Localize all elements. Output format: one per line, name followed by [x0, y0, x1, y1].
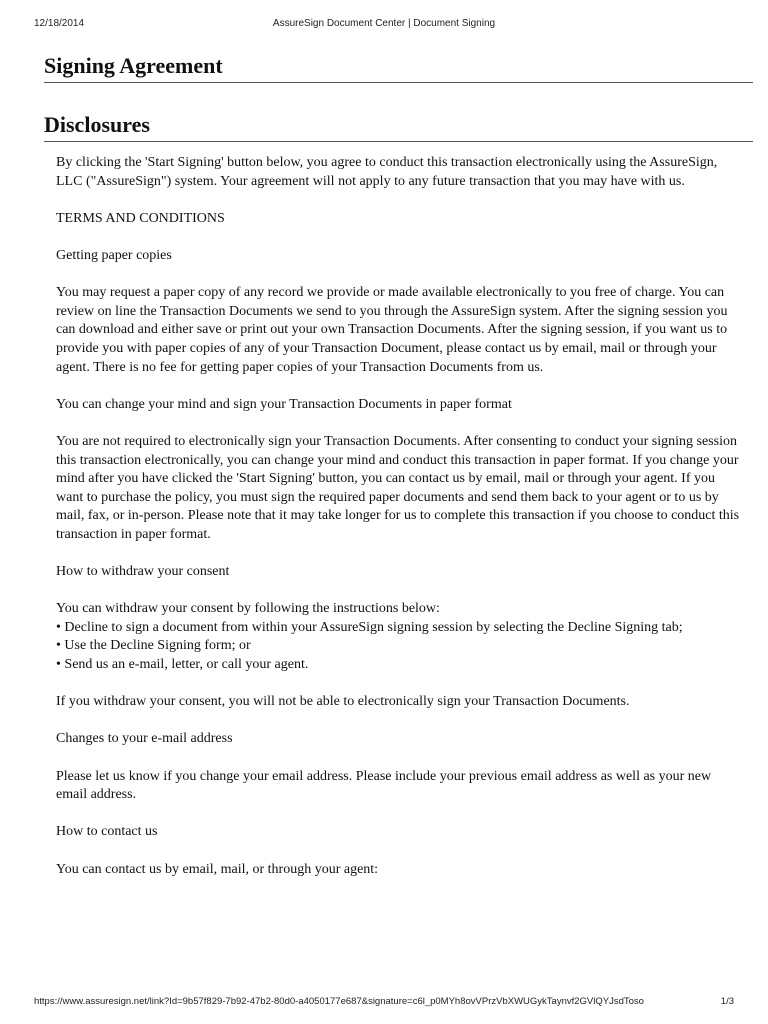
- print-date: 12/18/2014: [34, 18, 85, 29]
- contact-paragraph: You can contact us by email, mail, or through your agent:: [56, 861, 379, 877]
- paper-copies-paragraph: You may request a paper copy of any record we provide or made available electronically to you free of charge. You can review on line the Transaction Documents we send to you through the AssureSign system. After the signing session you can download and either save or print out your own Transaction Documents. After the signing session, if you want us to provide you with paper copies of any of your Transaction Document, please contact us by email, mail or through your agent. There is no fee for getting paper copies of your Transaction Documents from us.: [56, 285, 728, 375]
- print-header: [34, 18, 734, 32]
- withdraw-intro: You can withdraw your consent by following the instructions below:: [56, 601, 440, 617]
- print-footer: [34, 996, 734, 1010]
- email-change-paragraph: Please let us know if you change your email address. Please include your previous email address as well as your new email address.: [56, 768, 712, 803]
- withdraw-result-paragraph: If you withdraw your consent, you will not be able to electronically sign your Transaction Documents.: [56, 694, 630, 710]
- disclosures-body: [44, 154, 753, 879]
- contact-heading: How to contact us: [56, 824, 158, 840]
- change-mind-paragraph: You are not required to electronically sign your Transaction Documents. After consenting to conduct your signing session this transaction electronically, you can change your mind and conduct this transaction in paper format. If you change your mind after you have clicked the 'Start Signing' button, you can contact us by email, mail or through your agent. If you want to purchase the policy, you must sign the required paper documents and send them back to your agent or to us by mail, fax, or in-person. Please note that it may take longer for us to complete this transaction if you choose to conduct this transaction in paper format.: [56, 433, 740, 542]
- page-number: 1/3: [720, 996, 734, 1007]
- withdraw-item: • Use the Decline Signing form; or: [56, 638, 251, 654]
- document-content: [44, 50, 753, 898]
- terms-heading: TERMS AND CONDITIONS: [56, 210, 225, 226]
- disclosures-heading: Disclosures: [44, 109, 753, 142]
- withdraw-item: • Send us an e-mail, letter, or call your agent.: [56, 657, 309, 673]
- email-change-heading: Changes to your e-mail address: [56, 731, 233, 747]
- signing-agreement-heading: Signing Agreement: [44, 50, 753, 83]
- print-url: https://www.assuresign.net/link?Id=9b57f829-7b92-47b2-80d0-a4050177e687&signature=c6l_p0MYh8ovVPrzVbXWUGykTaynvf2GVlQYJsdToso: [34, 996, 644, 1007]
- paper-copies-heading: Getting paper copies: [56, 247, 172, 263]
- intro-paragraph: By clicking the 'Start Signing' button below, you agree to conduct this transaction electronically using the AssureSign, LLC ("AssureSign") system. Your agreement will not apply to any future transaction that you may have with us.: [56, 155, 718, 189]
- withdraw-heading: How to withdraw your consent: [56, 564, 230, 580]
- change-mind-heading: You can change your mind and sign your Transaction Documents in paper format: [56, 396, 512, 412]
- withdraw-item: • Decline to sign a document from within your AssureSign signing session by selecting the Decline Signing tab;: [56, 619, 683, 635]
- print-page-title: AssureSign Document Center | Document Signing: [272, 18, 496, 29]
